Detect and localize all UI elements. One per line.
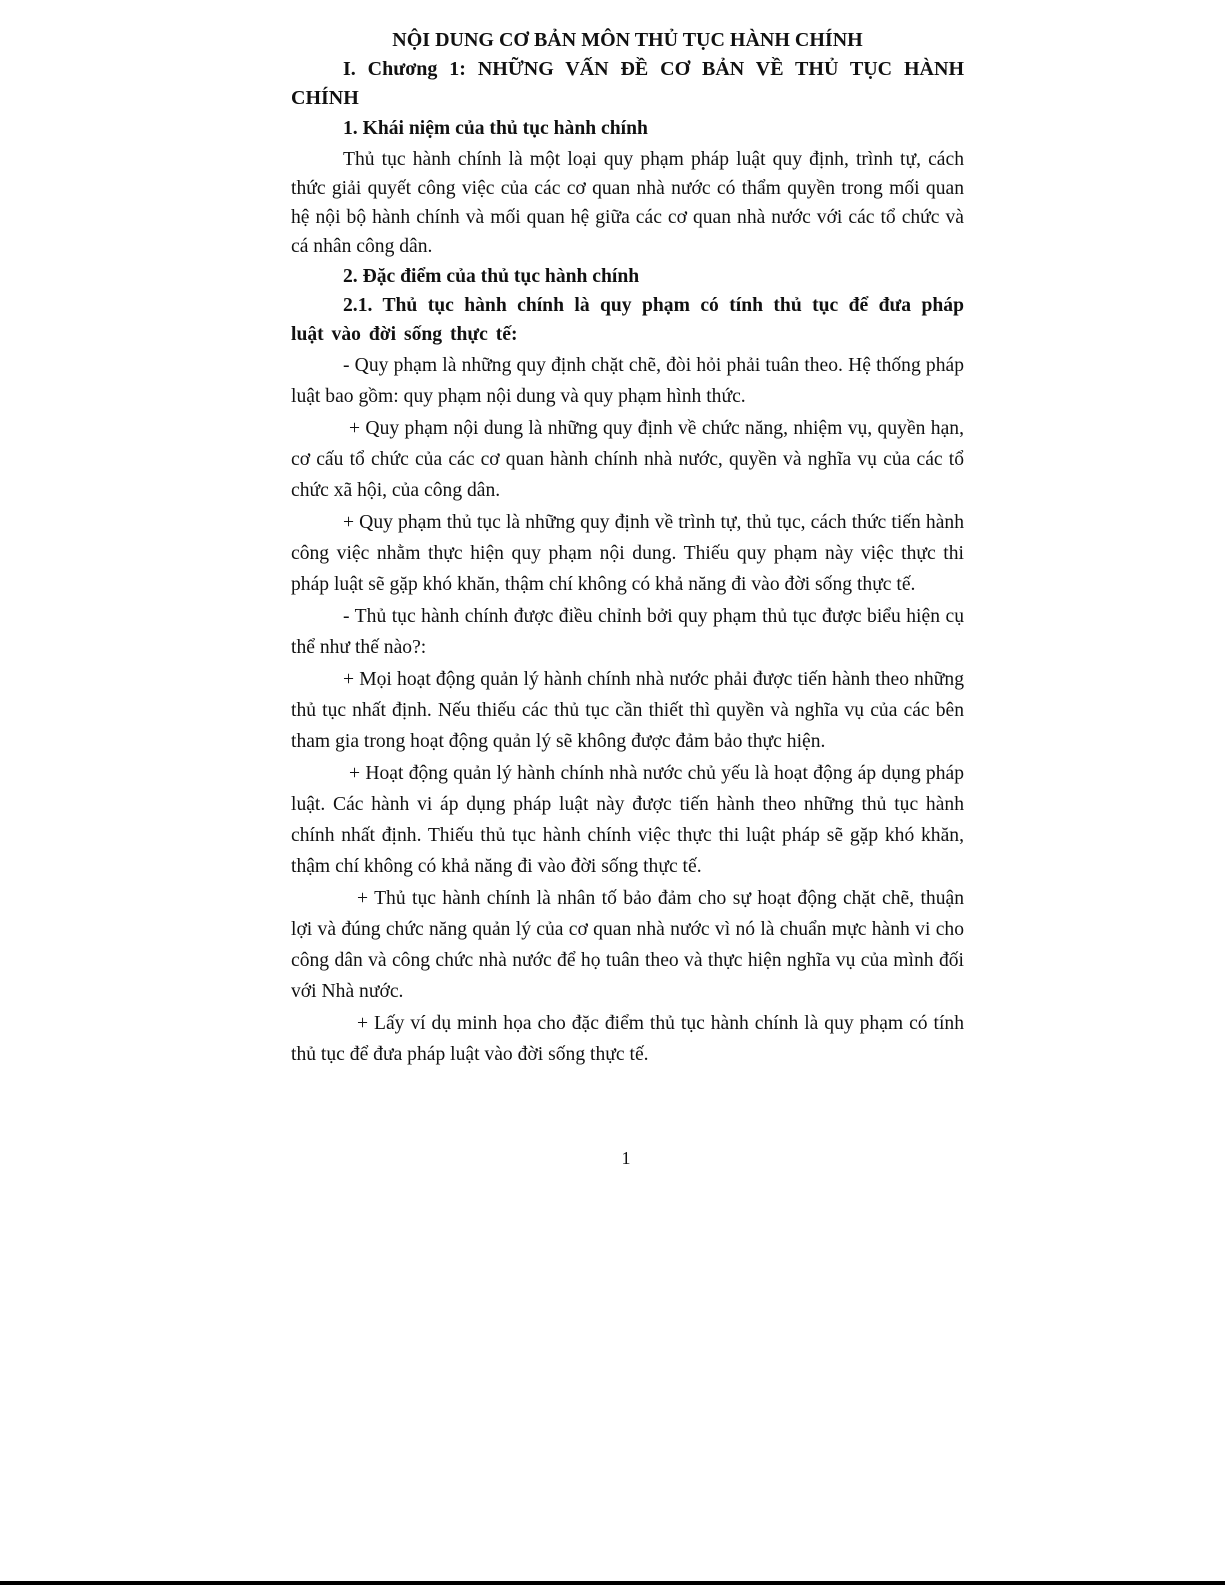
paragraph: + Hoạt động quản lý hành chính nhà nước chủ yếu là hoạt động áp dụng pháp luật. Các hành vi áp dụng pháp luật này được tiến hành theo những thủ tục hành chính nhất định. Thiếu thủ tục hành chính việc thực thi luật pháp sẽ gặp khó khăn, thậm chí không có khả năng đi vào đời sống thực tế. <box>291 763 964 877</box>
subsection-heading: 2.1. Thủ tục hành chính là quy phạm có tính thủ tục để đưa pháp luật vào đời sống thực tế: <box>291 295 964 345</box>
paragraph: + Quy phạm nội dung là những quy định về chức năng, nhiệm vụ, quyền hạn, cơ cấu tổ chức của các cơ quan hành chính nhà nước, quyền và nghĩa vụ của các tổ chức xã hội, của công dân. <box>291 418 964 501</box>
document-title: NỘI DUNG CƠ BẢN MÔN THỦ TỤC HÀNH CHÍNH <box>392 29 863 51</box>
section-heading-2: 2. Đặc điểm của thủ tục hành chính <box>343 266 640 287</box>
chapter-heading: I. Chương 1: NHỮNG VẤN ĐỀ CƠ BẢN VỀ THỦ TỤC HÀNH CHÍNH <box>291 58 964 109</box>
paragraph: - Thủ tục hành chính được điều chỉnh bởi quy phạm thủ tục được biểu hiện cụ thể như thế nào?: <box>291 606 964 658</box>
paragraph: Thủ tục hành chính là một loại quy phạm pháp luật quy định, trình tự, cách thức giải quyết công việc của các cơ quan nhà nước có thẩm quyền trong mối quan hệ nội bộ hành chính và mối quan hệ giữa các cơ quan nhà nước với các tổ chức và cá nhân công dân. <box>291 149 964 257</box>
document-body <box>291 26 964 1070</box>
paragraph: + Quy phạm thủ tục là những quy định về trình tự, thủ tục, cách thức tiến hành công việc nhằm thực hiện quy phạm nội dung. Thiếu quy phạm này việc thực thi pháp luật sẽ gặp khó khăn, thậm chí không có khả năng đi vào đời sống thực tế. <box>291 512 964 595</box>
paragraph: - Quy phạm là những quy định chặt chẽ, đòi hỏi phải tuân theo. Hệ thống pháp luật bao gồm: quy phạm nội dung và quy phạm hình thức. <box>291 355 964 407</box>
page-number: 1 <box>621 1148 631 1168</box>
paragraph: + Lấy ví dụ minh họa cho đặc điểm thủ tục hành chính là quy phạm có tính thủ tục để đưa pháp luật vào đời sống thực tế. <box>291 1013 964 1065</box>
paragraph: + Mọi hoạt động quản lý hành chính nhà nước phải được tiến hành theo những thủ tục nhất định. Nếu thiếu các thủ tục cần thiết thì quyền và nghĩa vụ của các bên tham gia trong hoạt động quản lý sẽ không được đảm bảo thực hiện. <box>291 669 964 752</box>
bottom-border-rule <box>0 1581 1225 1585</box>
paragraph: + Thủ tục hành chính là nhân tố bảo đảm cho sự hoạt động chặt chẽ, thuận lợi và đúng chức năng quản lý của cơ quan nhà nước vì nó là chuẩn mực hành vi cho công dân và công chức nhà nước để họ tuân theo và thực hiện nghĩa vụ của mình đối với Nhà nước. <box>291 888 964 1002</box>
section-heading-1: 1. Khái niệm của thủ tục hành chính <box>343 118 648 139</box>
